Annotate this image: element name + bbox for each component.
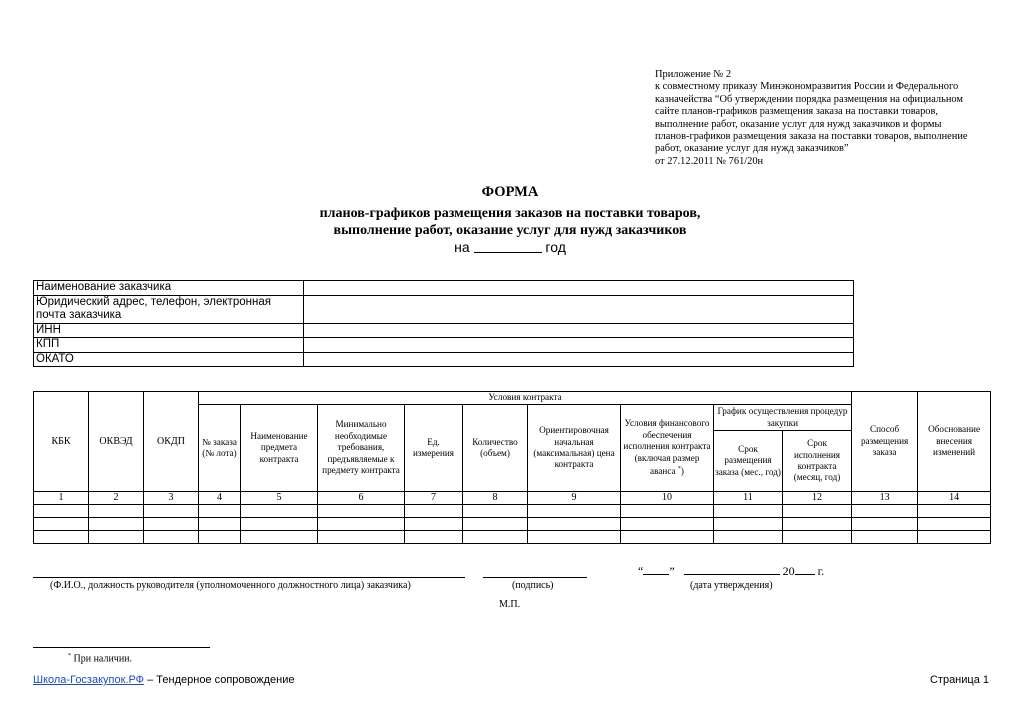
signature-caption: (подпись) <box>512 580 554 591</box>
date-close-quote: ” <box>669 564 675 578</box>
header-term-exec: Срок исполнения контракта (месяц, год) <box>783 431 852 492</box>
column-number: 2 <box>89 492 144 505</box>
header-lot: № заказа (№ лота) <box>199 405 241 492</box>
customer-address-label-line: почта заказчика <box>36 309 122 321</box>
header-contract-conditions: Условия контракта <box>199 392 852 405</box>
header-okved: ОКВЭД <box>89 392 144 492</box>
year-blank[interactable] <box>474 240 542 253</box>
year-prefix: на <box>454 239 470 255</box>
annex-line: работ, оказание услуг для нужд заказчиков” <box>655 143 849 155</box>
header-security <box>621 405 714 492</box>
form-subtitle-line-1: планов-графиков размещения заказов на поставки товаров, <box>319 206 701 221</box>
column-number: 13 <box>852 492 918 505</box>
year-digits-blank[interactable] <box>795 563 815 575</box>
okato-label: ОКАТО <box>34 352 304 367</box>
customer-address-label <box>34 295 304 323</box>
column-number: 7 <box>405 492 463 505</box>
footer <box>33 674 295 686</box>
header-requirements: Минимально необходимые требования, предъявляемые к предмету контракта <box>318 405 405 492</box>
header-quantity: Количество (объем) <box>463 405 528 492</box>
column-number: 1 <box>34 492 89 505</box>
header-reason: Обоснование внесения изменений <box>918 392 991 492</box>
header-kbk: КБК <box>34 392 89 492</box>
footnote-divider <box>33 647 210 648</box>
footnote-mark: * <box>68 653 71 659</box>
column-number: 4 <box>199 492 241 505</box>
inn-label: ИНН <box>34 323 304 338</box>
fio-caption: (Ф.И.О., должность руководителя (уполномоченного должностного лица) заказчика) <box>50 580 411 591</box>
stamp-label: М.П. <box>499 599 521 610</box>
date-open-quote: “ <box>638 564 644 578</box>
annex-line: от 27.12.2011 № 761/20н <box>655 155 764 167</box>
header-term-order: Срок размещения заказа (мес., год) <box>714 431 783 492</box>
header-schedule: График осуществления процедур закупки <box>714 405 852 431</box>
customer-name-label: Наименование заказчика <box>34 281 304 296</box>
header-security-end: ) <box>680 466 684 477</box>
inn-field[interactable] <box>304 323 854 338</box>
page-number: Страница 1 <box>929 674 989 686</box>
approval-date <box>638 563 824 579</box>
column-number: 3 <box>144 492 199 505</box>
table-row[interactable] <box>34 505 991 518</box>
column-number: 10 <box>621 492 714 505</box>
column-number: 12 <box>783 492 852 505</box>
kpp-field[interactable] <box>304 338 854 353</box>
form-subtitle-line-2: выполнение работ, оказание услуг для нужд заказчиков <box>333 223 687 238</box>
date-caption: (дата утверждения) <box>690 580 773 591</box>
form-title: ФОРМА <box>481 184 539 200</box>
header-subject: Наименование предмета контракта <box>241 405 318 492</box>
footnote-mark: * <box>677 466 681 473</box>
column-number: 9 <box>528 492 621 505</box>
footnote-text: При наличии. <box>73 653 133 665</box>
site-link[interactable]: Школа-Госзакупок.РФ <box>33 674 145 686</box>
footer-text: – Тендерное сопровождение <box>144 674 295 686</box>
plan-schedule-table <box>33 391 991 544</box>
column-number: 6 <box>318 492 405 505</box>
table-row[interactable] <box>34 518 991 531</box>
customer-address-label-line: Юридический адрес, телефон, электронная <box>36 295 271 308</box>
annex-line: Приложение № 2 <box>655 69 732 80</box>
column-number: 8 <box>463 492 528 505</box>
annex-line: планов-графиков размещения заказа на поставки товаров, выполнение <box>655 131 968 143</box>
okato-field[interactable] <box>304 352 854 367</box>
customer-address-field[interactable] <box>304 295 854 323</box>
column-number: 14 <box>918 492 991 505</box>
header-okdp: ОКДП <box>144 392 199 492</box>
header-method: Способ размещения заказа <box>852 392 918 492</box>
annex-line: выполнение работ, оказание услуг для нужд заказчиков и формы <box>655 118 942 130</box>
column-number: 11 <box>714 492 783 505</box>
customer-name-field[interactable] <box>304 281 854 296</box>
kpp-label: КПП <box>34 338 304 353</box>
fio-line[interactable] <box>33 577 465 578</box>
footnote <box>68 653 132 664</box>
year-line <box>200 239 820 255</box>
annex-line: к совместному приказу Минэкономразвития России и Федерального <box>655 81 959 93</box>
year-prefix-20: 20 <box>782 564 795 578</box>
signature-line[interactable] <box>483 577 587 578</box>
header-unit: Ед. измерения <box>405 405 463 492</box>
year-suffix-g: г. <box>817 564 825 578</box>
annex-line: сайте планов-графиков размещения заказа на поставки товаров, <box>655 106 938 118</box>
day-blank[interactable] <box>643 563 669 575</box>
year-suffix: год <box>545 239 566 255</box>
header-security-text: Условия финансового обеспечения исполнения контракта (включая размер аванса <box>623 418 711 477</box>
column-number: 5 <box>241 492 318 505</box>
annex-note <box>655 69 1000 168</box>
month-blank[interactable] <box>684 563 780 575</box>
annex-line: казначейства “Об утверждении порядка размещения на официальном <box>655 93 963 105</box>
table-row[interactable] <box>34 531 991 544</box>
customer-info-table <box>33 280 854 367</box>
column-number-row <box>34 492 991 505</box>
header-price: Ориентировочная начальная (максимальная) цена контракта <box>528 405 621 492</box>
